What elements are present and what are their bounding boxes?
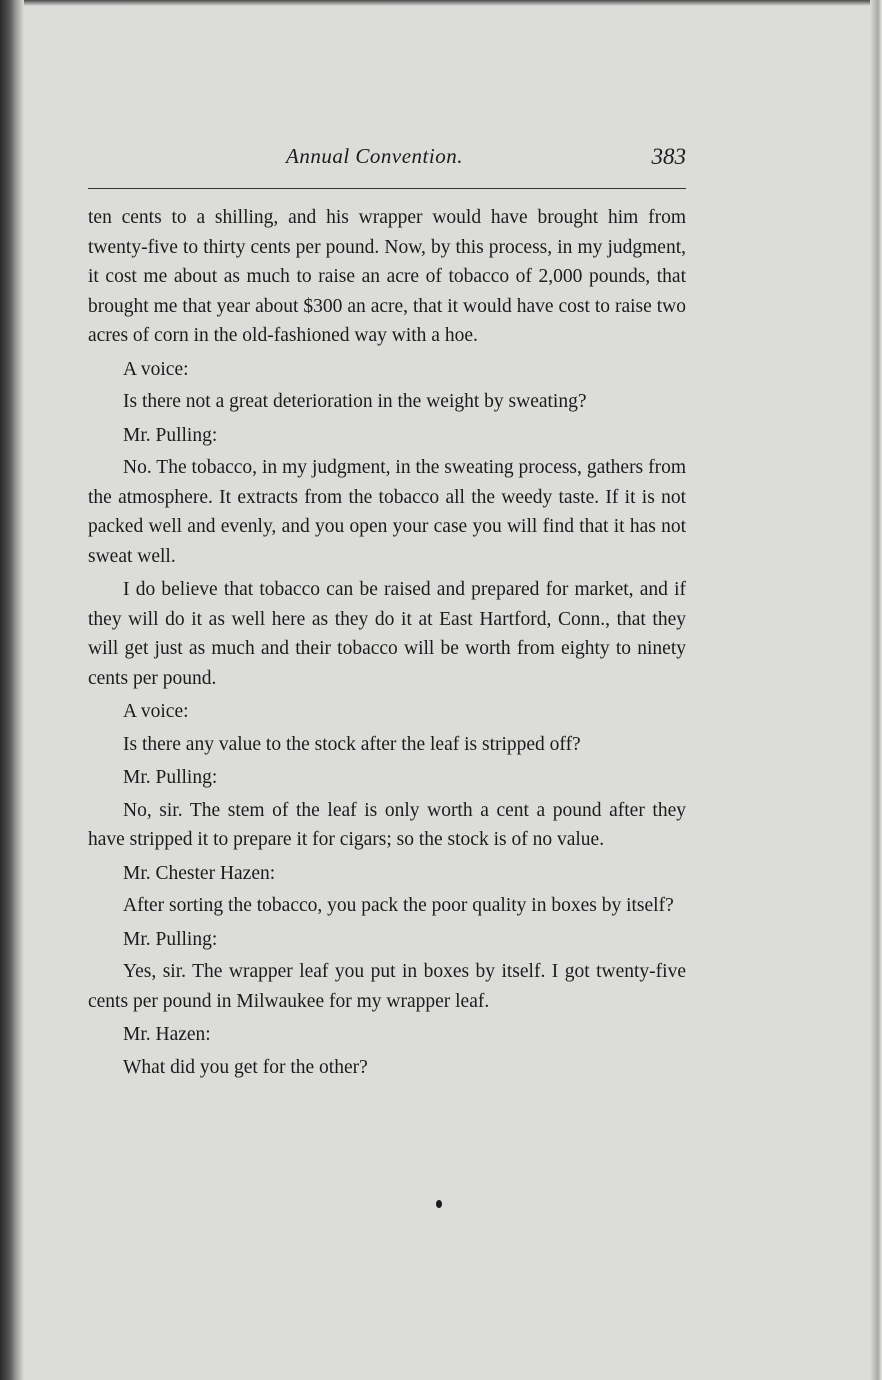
page-header <box>88 140 686 184</box>
speaker-label: A voice: <box>123 358 189 380</box>
page-edge-right <box>870 0 882 1380</box>
paragraph: I do believe that tobacco can be raised and prepared for market, and if they will do it as well here as they do it at East Hartford, Conn., that they will get just as much and their tobacco will be worth from eighty to ninety cents per pound. <box>88 579 686 689</box>
paragraph: No, sir. The stem of the leaf is only worth a cent a pound after they have stripped it to prepare it for cigars; so the stock is of no value. <box>88 799 686 850</box>
book-binding-edge <box>0 0 24 1380</box>
speaker-label: Mr. Chester Hazen: <box>123 862 276 884</box>
page-body <box>88 203 686 1086</box>
paragraph: Is there not a great deterioration in the weight by sweating? <box>123 391 587 412</box>
paragraph: ten cents to a shilling, and his wrapper would have brought him from twenty-five to thirty cents per pound. Now, by this process, in my judgment, it cost me about as much to raise an acre of tobacco of 2,000 pounds, that brought me that year about $300 an acre, that it would have cost to raise two acres of corn in the old-fashioned way with a hoe. <box>88 207 686 346</box>
speaker-label: A voice: <box>123 701 189 722</box>
running-title: Annual Convention. <box>286 144 463 168</box>
ink-speck <box>436 1200 442 1208</box>
speaker-label: Mr. Hazen: <box>123 1024 211 1045</box>
paragraph: Yes, sir. The wrapper leaf you put in boxes by itself. I got twenty-five cents per pound in Milwaukee for my wrapper leaf. <box>88 961 686 1012</box>
paragraph: After sorting the tobacco, you pack the poor quality in boxes by itself? <box>123 895 674 916</box>
speaker-label: Mr. Pulling: <box>123 424 218 446</box>
paragraph: What did you get for the other? <box>123 1056 368 1078</box>
page-number: 383 <box>651 144 686 169</box>
speaker-label: Mr. Pulling: <box>123 928 218 950</box>
page-edge-top <box>0 0 882 6</box>
paragraph: No. The tobacco, in my judgment, in the sweating process, gathers from the atmosphere. It extracts from the tobacco all the weedy taste. If it is not packed well and evenly, and you open your case you will find that it has not sweat well. <box>88 457 686 567</box>
header-rule <box>88 188 686 189</box>
speaker-label: Mr. Pulling: <box>123 767 218 788</box>
paragraph: Is there any value to the stock after the leaf is stripped off? <box>123 733 581 755</box>
